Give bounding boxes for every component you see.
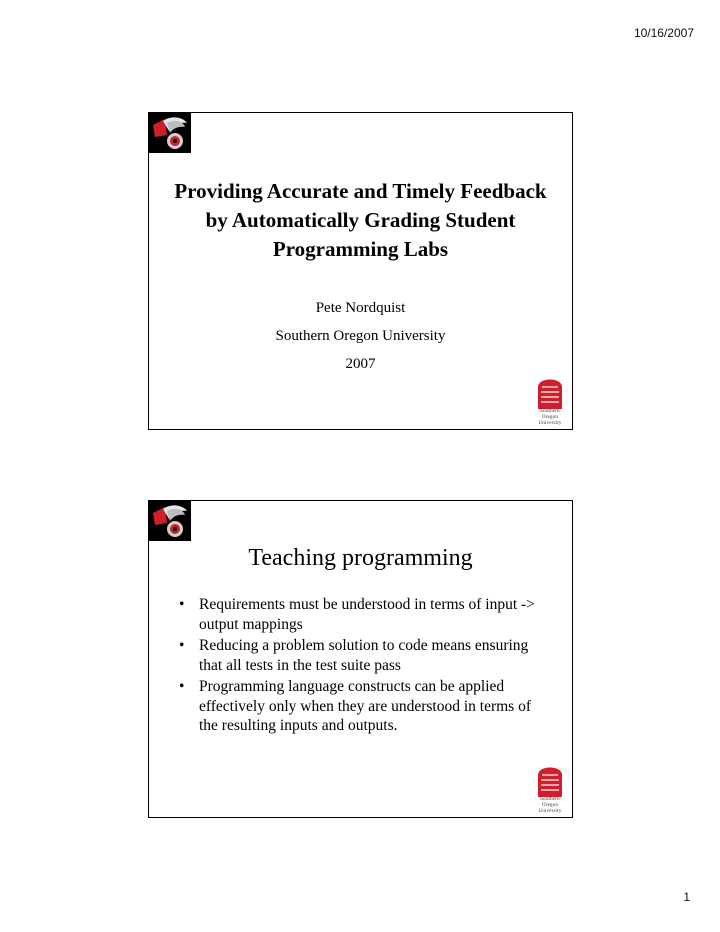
list-item: • Reducing a problem solution to code means ensuring that all tests in the test suite pass [179, 637, 529, 674]
page-date: 10/16/2007 [633, 26, 694, 40]
author-name: Pete Nordquist [315, 300, 406, 316]
raptor-disc-logo-icon [149, 501, 191, 541]
list-item: • Requirements must be understood in terms of input -> output mappings [179, 596, 535, 633]
list-item: • Programming language constructs can be applied effectively only when they are understood in terms of the resulting inputs and outputs. [179, 678, 532, 734]
sou-logo-icon [530, 759, 570, 815]
page-number: 1 [683, 890, 690, 904]
bullet-list [175, 595, 552, 738]
sou-logo-icon [530, 371, 570, 427]
sou-logo-text: Southern Oregon University [538, 409, 562, 426]
slide-title [148, 112, 573, 430]
raptor-disc-logo-icon [149, 113, 191, 153]
presentation-year: 2007 [345, 356, 376, 372]
slide-teaching-programming [148, 500, 573, 818]
sou-logo-text: Southern Oregon University [538, 797, 562, 814]
slide-2-title: Teaching programming [248, 545, 473, 571]
institution-name: Southern Oregon University [275, 328, 446, 344]
slide-1-title: Providing Accurate and Timely Feedback by Automatically Grading Student Programming Labs [174, 179, 547, 261]
